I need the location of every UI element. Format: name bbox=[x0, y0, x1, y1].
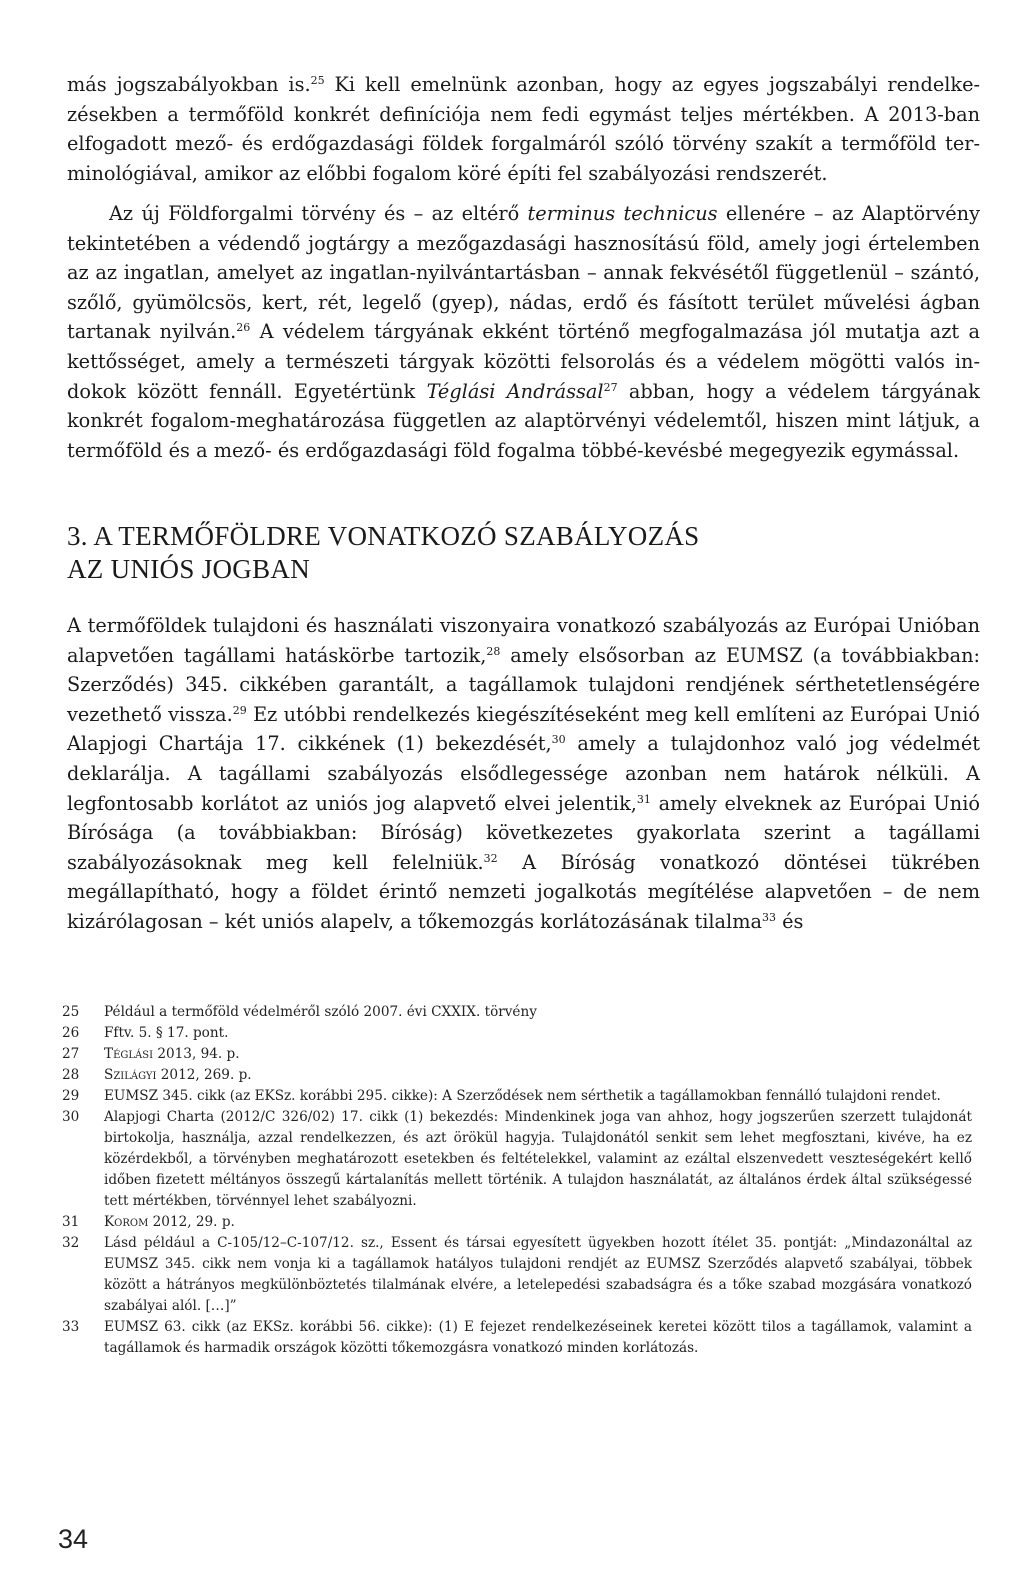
section-heading bbox=[67, 520, 967, 586]
text-run: A Bíróság vonatkozó döntései tükrében megállapítható, hogy a földet érintő nemzeti jogalkotás megítélése alapvetően – de nem kizárólagosan – két uniós alapelv, a tőkemozgás korlátozásának tilalma bbox=[67, 850, 980, 933]
paragraph-intro bbox=[67, 70, 980, 188]
footnote-citation: 2012, 29. p. bbox=[148, 1214, 235, 1230]
text-run: és bbox=[776, 909, 804, 933]
footnote-number: 25 bbox=[62, 1004, 80, 1020]
footnote-text bbox=[104, 1065, 972, 1086]
footnote-29 bbox=[62, 1086, 972, 1107]
footnote-text: Alapjogi Charta (2012/C 326/02) 17. cikk (1) bekezdés: Mindenkinek joga van ahhoz, hogy jogszerűen szerzett tulajdonát birtokolja, használja, azzal rendelkezzen, és azt örökül hagyja. Tulajdonától senkit sem lehet megfosztani, kivéve, ha ez közérdekből, a törvényben meghatározott esetekben és feltételekkel, valamint az ezáltal elszenvedett veszteségekért kellő időben fizetett méltányos összegű kártalanítás mellett történik. A tulajdon használatát, az általános érdek által szükségessé tett mértékben, törvénnyel lehet szabályozni. bbox=[104, 1109, 972, 1209]
footnote-ref-31[interactable]: 31 bbox=[636, 792, 651, 806]
footnote-31 bbox=[62, 1212, 972, 1233]
heading-line-2: AZ UNIÓS JOGBAN bbox=[67, 554, 311, 584]
text-run: abban, hogy a védelem tárgyának konkrét fogalom-meghatározása független az alaptörvényi védelemtől, hiszen mint látjuk, a termőföld és a mező- és erdőgazdasági föld fogalma többé-kevésbé megegyezik egymással. bbox=[67, 379, 980, 462]
text-run: amely elveknek az Európai Unió Bírósága (a továbbiakban: Bíróság) következetes gyakorlata szerint a tagállami szabályozásoknak meg kell felelniük. bbox=[67, 791, 981, 874]
footnote-25 bbox=[62, 1002, 972, 1023]
footnote-text bbox=[104, 1212, 972, 1233]
text-run: Ez utóbbi rendelkezés kiegészítéseként meg kell említeni az Európai Unió Alapjogi Chartája 17. cikkének (1) bekezdését, bbox=[67, 702, 980, 756]
heading-line-1: 3. A TERMŐFÖLDRE VONATKOZÓ SZABÁLYOZÁS bbox=[67, 521, 700, 551]
footnote-32 bbox=[62, 1233, 972, 1317]
footnote-ref-28[interactable]: 28 bbox=[486, 644, 501, 658]
text-run: Az új Földforgalmi törvény és – az eltérő bbox=[109, 202, 528, 225]
text-run: Ki kell emelnünk azonban, hogy az egyes jogszabályi rendelkezésekben a termőföld konkrét definíciója nem fedi egymást teljes mértékben. A 2013-ban elfogadott mező- és erdőgazdasági földek forgalmáról szóló törvény szakít a termőföld terminológiával, amikor az előbbi fogalom köré építi fel szabályozási rendszerét. bbox=[67, 73, 981, 185]
footnote-30 bbox=[62, 1107, 972, 1212]
footnote-number: 29 bbox=[62, 1088, 80, 1104]
footnote-number: 26 bbox=[62, 1025, 80, 1041]
footnote-26 bbox=[62, 1023, 972, 1044]
footnote-ref-25[interactable]: 25 bbox=[310, 74, 325, 87]
footnote-ref-30[interactable]: 30 bbox=[551, 733, 566, 747]
text-run: ellenére – az Alaptörvény tekintetében a védendő jogtárgy a mezőgazdasági hasznosítású föld, amely jogi értelemben az az ingatlan, amelyet az ingatlan-nyilvántartásban – annak fekvésétől függetlenül – szántó, szőlő, gyümölcsös, kert, rét, legelő (gyep), nádas, erdő és fásított terület művelési ágban tartanak nyilván. bbox=[67, 202, 980, 344]
footnote-text: EUMSZ 63. cikk (az EKSz. korábbi 56. cikke): (1) E fejezet rendelkezéseinek keretei között tilos a tagállamok, valamint a tagállamok és harmadik országok közötti tőkemozgásra vonatkozó minden korlátozás. bbox=[104, 1319, 972, 1356]
footnote-number: 27 bbox=[62, 1046, 80, 1062]
footnote-number: 31 bbox=[62, 1214, 80, 1230]
text-run: amely a tulajdonhoz való jog védelmét deklarálja. A tagállami szabályozás elsődlegessége azonban nem határok nélküli. A legfontosabb korlátot az uniós jog alapvető elvei jelentik, bbox=[67, 732, 980, 815]
footnote-ref-32[interactable]: 32 bbox=[483, 851, 498, 865]
italic-term: terminus technicus bbox=[527, 202, 718, 225]
footnote-author: Szilágyi bbox=[104, 1067, 157, 1083]
footnote-33 bbox=[62, 1317, 972, 1359]
footnote-27 bbox=[62, 1044, 972, 1065]
footnote-author: Téglási bbox=[104, 1046, 154, 1062]
text-run: A termőföldek tulajdoni és használati viszonyaira vonatkozó szabályozás az Európai Unióban alapvetően tagállami hatáskörbe tartozik, bbox=[67, 614, 980, 667]
footnote-number: 28 bbox=[62, 1067, 80, 1083]
footnote-number: 30 bbox=[62, 1109, 80, 1125]
footnote-author: Korom bbox=[104, 1214, 149, 1230]
text-run: amely elsősorban az EUMSZ (a továbbiakban: Szerződés) 345. cikkében garantált, a tagállamok tulajdoni rendjének sérthetetlenségére vezethető vissza. bbox=[67, 643, 980, 726]
paragraph-eu-regulation bbox=[67, 611, 980, 937]
footnote-text: Például a termőföld védelméről szóló 2007. évi CXXIX. törvény bbox=[104, 1004, 537, 1020]
footnote-ref-27[interactable]: 27 bbox=[603, 380, 618, 394]
footnote-text: Fftv. 5. § 17. pont. bbox=[104, 1025, 229, 1041]
text-run: más jogszabályokban is. bbox=[67, 73, 311, 96]
italic-author: Téglási Andrással bbox=[426, 379, 604, 403]
footnote-text bbox=[104, 1044, 972, 1065]
page-number: 34 bbox=[58, 1524, 89, 1554]
paragraph-land-law bbox=[67, 199, 980, 465]
text-run: A védelem tárgyának ekként történő megfogalmazása jól mutatja azt a kettősséget, amely a természeti tárgyak közötti felsorolás és a védelem mögötti valós indokok között fennáll. Egyetértünk bbox=[67, 320, 980, 403]
footnote-citation: 2012, 269. p. bbox=[156, 1067, 252, 1083]
footnote-ref-29[interactable]: 29 bbox=[232, 703, 247, 717]
footnote-28 bbox=[62, 1065, 972, 1086]
footnote-ref-33[interactable]: 33 bbox=[762, 910, 776, 924]
footnote-text: EUMSZ 345. cikk (az EKSz. korábbi 295. cikke): A Szerződések nem sérthetik a tagállamokban fennálló tulajdoni rendet. bbox=[104, 1088, 941, 1104]
footnote-number: 32 bbox=[62, 1235, 80, 1251]
footnote-citation: 2013, 94. p. bbox=[153, 1046, 240, 1062]
footnotes-list bbox=[62, 1002, 972, 1359]
footnote-text: Lásd például a C-105/12–C-107/12. sz., Essent és társai egyesített ügyekben hozott ítélet 35. pontját: „Mindazonáltal az EUMSZ 345. cikk nem vonja ki a tagállamok hatályos tulajdoni rendjét az EUMSZ Szerződés alapvető szabályai, többek között a hátrányos megkülönböztetés tilalmának elvére, a letelepedési szabadságra és a tőke szabad mozgására vonatkozó szabályai alól. […]” bbox=[104, 1235, 972, 1314]
footnote-ref-26[interactable]: 26 bbox=[236, 321, 251, 335]
footnote-number: 33 bbox=[62, 1319, 80, 1335]
